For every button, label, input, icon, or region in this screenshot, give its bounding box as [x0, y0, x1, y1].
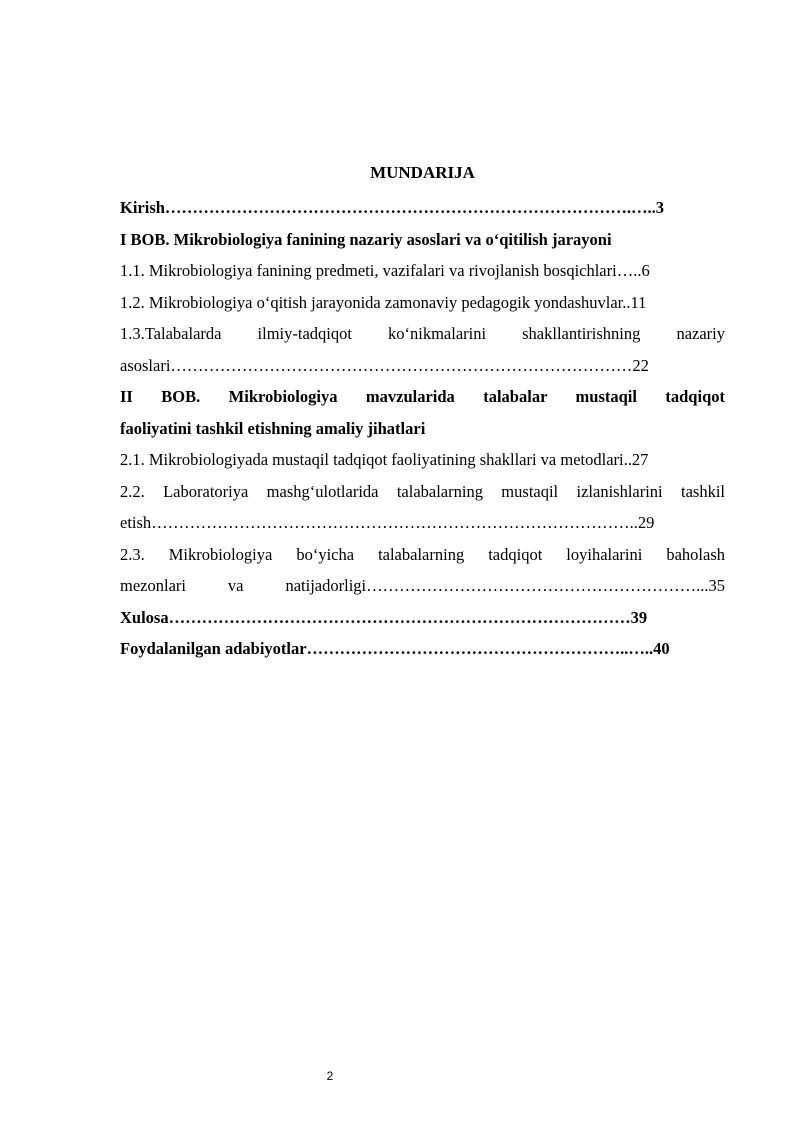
toc-entry-text: I BOB. Mikrobiologiya fanining nazariy asoslari va o‘qitilish jarayoni	[120, 229, 612, 249]
toc-entry-xulosa	[120, 602, 725, 634]
toc-entry-line: II BOB. Mikrobiologiya mavzularida talabalar mustaqil tadqiqot	[120, 387, 725, 406]
page-number: 2	[326, 1069, 334, 1083]
table-of-contents	[120, 192, 725, 665]
toc-entry-line: 2.3. Mikrobiologiya bo‘yicha talabalarning tadqiqot loyihalarini baholash	[120, 544, 725, 564]
toc-entry-1-1	[120, 255, 725, 287]
toc-entry-text: Foydalanilgan adabiyotlar…………………………………………………..…..40	[120, 639, 670, 658]
toc-entry-kirish	[120, 192, 725, 224]
toc-entry-text: Xulosa…………………………………………………………………………39	[120, 607, 648, 627]
toc-title: MUNDARIJA	[370, 163, 475, 182]
toc-entry-line: faoliyatini tashkil etishning amaliy jihatlari	[120, 418, 426, 438]
toc-entry-1-2	[120, 287, 725, 319]
toc-entry-line: 2.2. Laboratoriya mashg‘ulotlarida talabalarning mustaqil izlanishlarini tashkil	[120, 481, 725, 501]
toc-entry-chapter-2	[120, 381, 725, 444]
toc-entry-text: 1.1. Mikrobiologiya fanining predmeti, vazifalari va rivojlanish bosqichlari…..6	[120, 261, 650, 280]
toc-entry-text: 1.2. Mikrobiologiya o‘qitish jarayonida zamonaviy pedagogik yondashuvlar..11	[120, 292, 647, 312]
toc-entry-2-1	[120, 444, 725, 476]
toc-entry-line: mezonlari va natijadorligi……………………………………………………...35	[120, 576, 725, 595]
toc-entry-references	[120, 633, 725, 665]
toc-entry-2-3	[120, 539, 725, 602]
toc-entry-chapter-1	[120, 224, 725, 256]
toc-entry-2-2	[120, 476, 725, 539]
toc-entry-text: Kirish………………………………………………………………………….…..3	[120, 198, 665, 217]
toc-entry-1-3	[120, 318, 725, 381]
toc-entry-line: etish……………………………………………………………………………..29	[120, 513, 655, 532]
toc-entry-text: 2.1. Mikrobiologiyada mustaqil tadqiqot faoliyatining shakllari va metodlari..27	[120, 450, 649, 469]
toc-entry-line: 1.3.Talabalarda ilmiy-tadqiqot ko‘nikmalarini shakllantirishning nazariy	[120, 324, 725, 343]
toc-entry-line: asoslari…………………………………………………………………………22	[120, 355, 649, 375]
